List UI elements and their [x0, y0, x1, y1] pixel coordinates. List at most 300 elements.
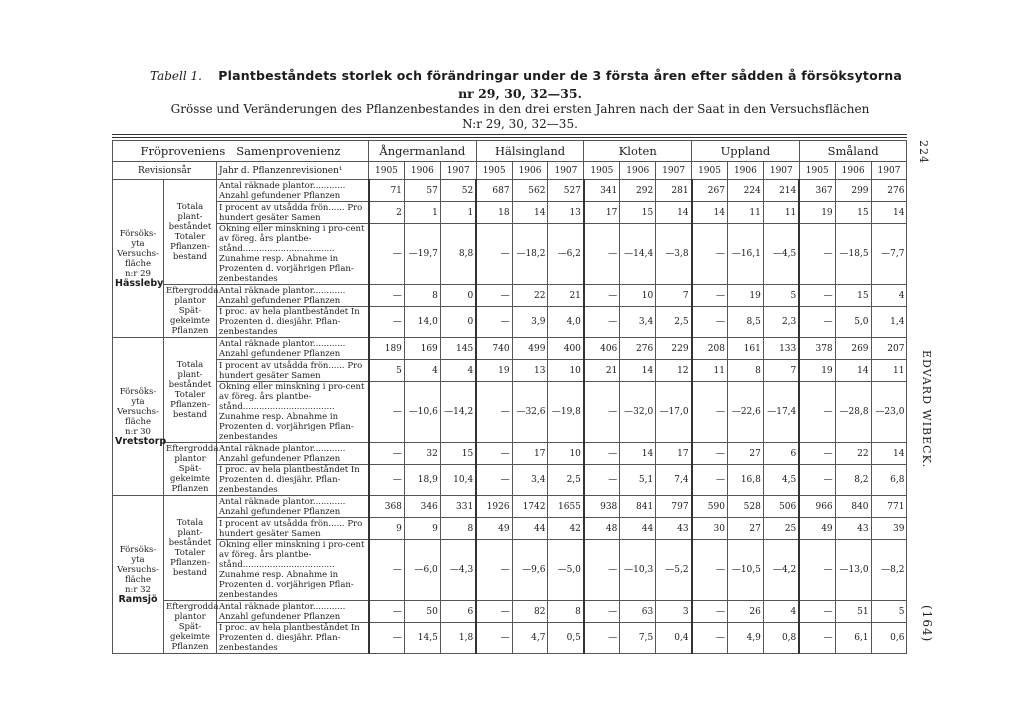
data-cell: 6,8 — [871, 465, 907, 496]
data-cell: 687 — [476, 180, 512, 202]
data-cell: 9 — [404, 518, 440, 540]
data-cell: 1 — [440, 202, 476, 224]
data-cell: 8 — [727, 360, 763, 382]
data-cell: —5,0 — [548, 540, 584, 601]
data-cell: 2,5 — [548, 465, 584, 496]
table-row — [113, 496, 907, 518]
data-cell: 21 — [548, 285, 584, 307]
data-cell: 14,5 — [404, 623, 440, 654]
year-header: 1905 — [584, 162, 620, 180]
data-cell: 3,4 — [512, 465, 548, 496]
data-cell: —18,5 — [835, 224, 871, 285]
region-header: Ångermanland — [369, 141, 477, 162]
data-cell: 13 — [512, 360, 548, 382]
data-cell: 82 — [512, 601, 548, 623]
data-cell: 8 — [440, 518, 476, 540]
year-header: 1907 — [871, 162, 907, 180]
page-number: 224 — [917, 140, 930, 164]
row-label: I procent av utsådda frön...... Pro hundert gesäter Samen — [217, 202, 369, 224]
data-cell: 8 — [404, 285, 440, 307]
data-cell: 1 — [404, 202, 440, 224]
title-swedish: Plantbeståndets storlek och förändringar under de 3 första åren efter sådden å försöksytorna — [218, 68, 902, 83]
data-cell: 207 — [871, 338, 907, 360]
data-cell: 19 — [799, 360, 835, 382]
data-cell: 51 — [835, 601, 871, 623]
site-place: Ramsjö — [118, 593, 158, 605]
site-number: n:r 32 — [125, 584, 151, 595]
data-cell: 50 — [404, 601, 440, 623]
data-cell: — — [369, 224, 405, 285]
data-cell: 19 — [727, 285, 763, 307]
data-cell: 3,9 — [512, 307, 548, 338]
site-number: n:r 29 — [125, 268, 151, 279]
data-cell: 16,8 — [727, 465, 763, 496]
row-label: Ökning eller minskning i pro-cent av föreg. års plantbe-stånd.................................. Zunahme resp. Abnahme in Prozenten d. vorjährigen Pflan-zenbestandes — [217, 382, 369, 443]
data-cell: — — [692, 540, 728, 601]
data-cell: 19 — [799, 202, 835, 224]
data-cell: 17 — [584, 202, 620, 224]
data-cell: — — [584, 285, 620, 307]
data-cell: 4,7 — [512, 623, 548, 654]
data-cell: — — [799, 601, 835, 623]
group-total — [164, 338, 217, 443]
data-cell: — — [476, 382, 512, 443]
data-cell: — — [799, 285, 835, 307]
site-cell — [113, 338, 167, 496]
data-cell: 4 — [404, 360, 440, 382]
data-cell: 71 — [369, 180, 405, 202]
data-cell: 63 — [620, 601, 656, 623]
data-cell: —14,4 — [620, 224, 656, 285]
data-cell: 281 — [656, 180, 692, 202]
group-late — [164, 285, 217, 338]
data-cell: 2,5 — [656, 307, 692, 338]
bracket-number: (164) — [920, 605, 934, 643]
year-header: 1906 — [404, 162, 440, 180]
data-cell: 49 — [476, 518, 512, 540]
data-cell: 2,3 — [763, 307, 799, 338]
data-cell: 14 — [871, 202, 907, 224]
group-late — [164, 601, 217, 654]
row-label: Ökning eller minskning i pro-cent av föreg. års plantbe-stånd.................................. Zunahme resp. Abnahme in Prozenten d. vorjährigen Pflan-zenbestandes — [217, 540, 369, 601]
data-cell: 938 — [584, 496, 620, 518]
group-total — [164, 180, 217, 285]
table-number: Tabell 1. — [150, 69, 202, 83]
data-cell: — — [476, 307, 512, 338]
data-cell: — — [799, 540, 835, 601]
data-cell: 18 — [476, 202, 512, 224]
data-cell: 1742 — [512, 496, 548, 518]
row-label: I proc. av hela plantbeståndet In Prozenten d. diesjähr. Pflan-zenbestandes — [217, 307, 369, 338]
site-cell — [113, 496, 164, 654]
data-cell: 5 — [763, 285, 799, 307]
row-label: Antal räknade plantor............ Anzahl gefundener Pflanzen — [217, 338, 369, 360]
data-cell: — — [584, 443, 620, 465]
year-header: 1907 — [440, 162, 476, 180]
data-cell: — — [799, 382, 835, 443]
data-cell: 3,4 — [620, 307, 656, 338]
row-label: Antal räknade plantor............ Anzahl gefundener Pflanzen — [217, 443, 369, 465]
data-cell: 17 — [656, 443, 692, 465]
data-cell: —19,7 — [404, 224, 440, 285]
site-number: n:r 30 — [125, 426, 151, 437]
data-cell: 506 — [763, 496, 799, 518]
data-cell: —22,6 — [727, 382, 763, 443]
data-cell: 10 — [620, 285, 656, 307]
row-label: Antal räknade plantor............ Anzahl gefundener Pflanzen — [217, 601, 369, 623]
data-cell: 4 — [763, 601, 799, 623]
spat-label: Spät-gekeimte Pflanzen — [170, 306, 210, 336]
data-cell: 2 — [369, 202, 405, 224]
data-cell: 18,9 — [404, 465, 440, 496]
data-cell: 14 — [656, 202, 692, 224]
title-german-numbers: N:r 29, 30, 32—35. — [462, 117, 578, 131]
data-cell: 12 — [656, 360, 692, 382]
row-label: Antal räknade plantor............ Anzahl gefundener Pflanzen — [217, 285, 369, 307]
data-cell: 6 — [440, 601, 476, 623]
data-cell: 43 — [656, 518, 692, 540]
title-numbers: nr 29, 30, 32—35. — [458, 86, 582, 101]
data-cell: 841 — [620, 496, 656, 518]
data-cell: 14 — [692, 202, 728, 224]
data-cell: 10,4 — [440, 465, 476, 496]
data-cell: 208 — [692, 338, 728, 360]
row-label: I proc. av hela plantbeståndet In Prozenten d. diesjähr. Pflan-zenbestandes — [217, 465, 369, 496]
table-title — [150, 68, 910, 84]
data-cell: 269 — [835, 338, 871, 360]
data-cell: 3 — [656, 601, 692, 623]
data-cell: — — [369, 601, 405, 623]
data-cell: —18,2 — [512, 224, 548, 285]
efter-label: Eftergrodda plantor — [166, 602, 219, 622]
data-cell: 0 — [440, 307, 476, 338]
region-header: Kloten — [584, 141, 692, 162]
title-german: Grösse und Veränderungen des Pflanzenbestandes in den drei ersten Jahren nach der Saat in den Versuchsflächen — [170, 102, 870, 116]
data-cell: —9,6 — [512, 540, 548, 601]
data-cell: 4,0 — [548, 307, 584, 338]
data-cell: 0,8 — [763, 623, 799, 654]
data-cell: 1,4 — [871, 307, 907, 338]
data-cell: — — [369, 623, 405, 654]
data-cell: 43 — [835, 518, 871, 540]
data-cell: —14,2 — [440, 382, 476, 443]
year-header: 1905 — [692, 162, 728, 180]
data-cell: 528 — [727, 496, 763, 518]
data-cell: 346 — [404, 496, 440, 518]
site-cell — [113, 180, 164, 338]
data-cell: 57 — [404, 180, 440, 202]
year-header: 1905 — [369, 162, 405, 180]
year-header: 1906 — [835, 162, 871, 180]
data-cell: — — [369, 540, 405, 601]
data-cell: 378 — [799, 338, 835, 360]
spat-label: Spät-gekeimte Pflanzen — [170, 464, 210, 494]
year-header: 1906 — [620, 162, 656, 180]
data-cell: — — [476, 623, 512, 654]
data-cell: —32,0 — [620, 382, 656, 443]
author-name: EDVARD WIBECK. — [920, 350, 933, 469]
data-cell: 341 — [584, 180, 620, 202]
header-row-years — [113, 162, 907, 180]
data-cell: 224 — [727, 180, 763, 202]
data-cell: — — [692, 285, 728, 307]
data-cell: 8,5 — [727, 307, 763, 338]
data-cell: — — [584, 382, 620, 443]
data-cell: 4 — [871, 285, 907, 307]
data-cell: — — [584, 601, 620, 623]
data-cell: 14 — [835, 360, 871, 382]
group-late — [164, 443, 217, 496]
data-cell: 740 — [476, 338, 512, 360]
data-cell: —4,5 — [763, 224, 799, 285]
data-cell: 5 — [871, 601, 907, 623]
data-cell: 8 — [548, 601, 584, 623]
data-cell: 797 — [656, 496, 692, 518]
data-cell: 11 — [871, 360, 907, 382]
year-header: 1906 — [512, 162, 548, 180]
data-cell: 9 — [369, 518, 405, 540]
data-cell: 17 — [512, 443, 548, 465]
table-row — [113, 518, 907, 540]
table-row — [113, 443, 907, 465]
data-table — [112, 140, 907, 654]
row-label: I proc. av hela plantbeståndet In Prozenten d. diesjähr. Pflan-zenbestandes — [217, 623, 369, 654]
data-cell: — — [476, 540, 512, 601]
data-cell: 52 — [440, 180, 476, 202]
data-cell: 331 — [440, 496, 476, 518]
data-cell: 5,1 — [620, 465, 656, 496]
data-cell: 7,5 — [620, 623, 656, 654]
data-cell: 527 — [548, 180, 584, 202]
data-cell: 48 — [584, 518, 620, 540]
data-cell: — — [799, 224, 835, 285]
data-cell: 44 — [512, 518, 548, 540]
data-cell: —32,6 — [512, 382, 548, 443]
table-row — [113, 601, 907, 623]
top-rule-2 — [112, 137, 907, 138]
data-cell: — — [799, 623, 835, 654]
data-cell: 8,8 — [440, 224, 476, 285]
header-provenance — [113, 141, 369, 162]
data-cell: 7 — [656, 285, 692, 307]
table-row — [113, 540, 907, 601]
data-cell: 6 — [763, 443, 799, 465]
data-cell: — — [369, 307, 405, 338]
year-header: 1905 — [799, 162, 835, 180]
data-cell: 7,4 — [656, 465, 692, 496]
header-samen: Samenprovenienz — [236, 144, 341, 158]
table-row — [113, 338, 907, 360]
data-cell: 7 — [763, 360, 799, 382]
forsoksyta-label: Försöks-yta Versuchs-fläche — [117, 386, 159, 427]
data-cell: 13 — [548, 202, 584, 224]
data-cell: 1926 — [476, 496, 512, 518]
data-cell: —4,3 — [440, 540, 476, 601]
data-cell: 32 — [404, 443, 440, 465]
data-cell: — — [584, 307, 620, 338]
data-cell: —8,2 — [871, 540, 907, 601]
top-rule — [112, 134, 907, 135]
data-cell: 145 — [440, 338, 476, 360]
data-cell: 19 — [476, 360, 512, 382]
data-cell: 771 — [871, 496, 907, 518]
data-cell: — — [692, 224, 728, 285]
data-cell: 189 — [369, 338, 405, 360]
data-cell: 26 — [727, 601, 763, 623]
data-cell: 27 — [727, 518, 763, 540]
totala-label: Totala plant-beståndet — [168, 202, 212, 232]
totala-label: Totala plant-beståndet — [168, 518, 212, 548]
data-cell: 15 — [835, 285, 871, 307]
data-cell: — — [476, 465, 512, 496]
data-cell: 44 — [620, 518, 656, 540]
data-cell: — — [584, 623, 620, 654]
data-cell: 406 — [584, 338, 620, 360]
data-cell: 11 — [763, 202, 799, 224]
totaler-label: Totaler Pflanzen-bestand — [170, 390, 210, 420]
data-cell: — — [692, 443, 728, 465]
data-cell: 14 — [871, 443, 907, 465]
header-revisionsar: Revisionsår — [113, 162, 217, 180]
data-cell: 4,9 — [727, 623, 763, 654]
group-total — [164, 496, 217, 601]
data-cell: — — [369, 382, 405, 443]
data-cell: 21 — [584, 360, 620, 382]
forsoksyta-label: Försöks-yta Versuchs-fläche — [117, 228, 159, 269]
data-cell: — — [799, 443, 835, 465]
spat-label: Spät-gekeimte Pflanzen — [170, 622, 210, 652]
region-header: Hälsingland — [476, 141, 584, 162]
data-cell: — — [692, 307, 728, 338]
data-cell: — — [692, 382, 728, 443]
data-cell: —28,8 — [835, 382, 871, 443]
data-cell: — — [476, 601, 512, 623]
data-cell: —13,0 — [835, 540, 871, 601]
year-header: 1907 — [656, 162, 692, 180]
data-cell: 11 — [727, 202, 763, 224]
data-cell: — — [476, 443, 512, 465]
data-cell: —10,3 — [620, 540, 656, 601]
data-cell: — — [799, 307, 835, 338]
data-cell: 6,1 — [835, 623, 871, 654]
data-cell: — — [369, 285, 405, 307]
data-cell: 1,8 — [440, 623, 476, 654]
data-cell: 292 — [620, 180, 656, 202]
data-cell: 14 — [620, 360, 656, 382]
data-cell: — — [476, 224, 512, 285]
header-row-regions — [113, 141, 907, 162]
data-cell: 15 — [620, 202, 656, 224]
data-cell: — — [692, 623, 728, 654]
row-label: Antal räknade plantor............ Anzahl gefundener Pflanzen — [217, 180, 369, 202]
row-label: I procent av utsådda frön...... Pro hundert gesäter Samen — [217, 518, 369, 540]
data-cell: 49 — [799, 518, 835, 540]
data-cell: 14 — [620, 443, 656, 465]
data-cell: 30 — [692, 518, 728, 540]
data-cell: —10,5 — [727, 540, 763, 601]
data-cell: 169 — [404, 338, 440, 360]
region-header: Uppland — [692, 141, 800, 162]
data-cell: — — [799, 465, 835, 496]
data-cell: — — [369, 465, 405, 496]
site-place: Vretstorp — [115, 435, 167, 447]
table-row — [113, 285, 907, 307]
efter-label: Eftergrodda plantor — [166, 444, 219, 464]
data-cell: — — [584, 224, 620, 285]
data-cell: —4,2 — [763, 540, 799, 601]
data-cell: 966 — [799, 496, 835, 518]
data-cell: — — [692, 465, 728, 496]
data-cell: 8,2 — [835, 465, 871, 496]
data-cell: 229 — [656, 338, 692, 360]
data-cell: 25 — [763, 518, 799, 540]
data-cell: 276 — [871, 180, 907, 202]
totaler-label: Totaler Pflanzen-bestand — [170, 232, 210, 262]
data-cell: 499 — [512, 338, 548, 360]
data-cell: 161 — [727, 338, 763, 360]
efter-label: Eftergrodda plantor — [166, 286, 219, 306]
table-row — [113, 224, 907, 285]
data-cell: — — [692, 601, 728, 623]
data-cell: 0 — [440, 285, 476, 307]
data-cell: —6,0 — [404, 540, 440, 601]
data-cell: —17,0 — [656, 382, 692, 443]
data-cell: 14,0 — [404, 307, 440, 338]
data-cell: 15 — [440, 443, 476, 465]
year-header: 1907 — [763, 162, 799, 180]
row-label: Antal räknade plantor............ Anzahl gefundener Pflanzen — [217, 496, 369, 518]
data-cell: —17,4 — [763, 382, 799, 443]
data-cell: 39 — [871, 518, 907, 540]
data-cell: 400 — [548, 338, 584, 360]
data-cell: 4,5 — [763, 465, 799, 496]
table-row — [113, 465, 907, 496]
data-cell: 133 — [763, 338, 799, 360]
year-header: 1907 — [548, 162, 584, 180]
row-label: I procent av utsådda frön...... Pro hundert gesäter Samen — [217, 360, 369, 382]
data-cell: 0,5 — [548, 623, 584, 654]
data-cell: —7,7 — [871, 224, 907, 285]
data-cell: 10 — [548, 443, 584, 465]
data-cell: 22 — [512, 285, 548, 307]
forsoksyta-label: Försöks-yta Versuchs-fläche — [117, 544, 159, 585]
data-cell: 267 — [692, 180, 728, 202]
data-cell: 14 — [512, 202, 548, 224]
data-cell: —3,8 — [656, 224, 692, 285]
row-label: Ökning eller minskning i pro-cent av föreg. års plantbe-stånd.................................. Zunahme resp. Abnahme in Prozenten d. vorjährigen Pflan-zenbestandes — [217, 224, 369, 285]
data-cell: 1655 — [548, 496, 584, 518]
data-cell: —6,2 — [548, 224, 584, 285]
data-cell: 840 — [835, 496, 871, 518]
data-cell: 562 — [512, 180, 548, 202]
year-header: 1906 — [727, 162, 763, 180]
table-row — [113, 202, 907, 224]
data-cell: 367 — [799, 180, 835, 202]
totaler-label: Totaler Pflanzen-bestand — [170, 548, 210, 578]
data-cell: 590 — [692, 496, 728, 518]
data-cell: 299 — [835, 180, 871, 202]
data-cell: 0,4 — [656, 623, 692, 654]
data-cell: 368 — [369, 496, 405, 518]
table-row — [113, 307, 907, 338]
data-cell: 15 — [835, 202, 871, 224]
table-row — [113, 360, 907, 382]
data-cell: 11 — [692, 360, 728, 382]
data-cell: 10 — [548, 360, 584, 382]
data-cell: 5,0 — [835, 307, 871, 338]
data-cell: —23,0 — [871, 382, 907, 443]
data-cell: — — [584, 540, 620, 601]
